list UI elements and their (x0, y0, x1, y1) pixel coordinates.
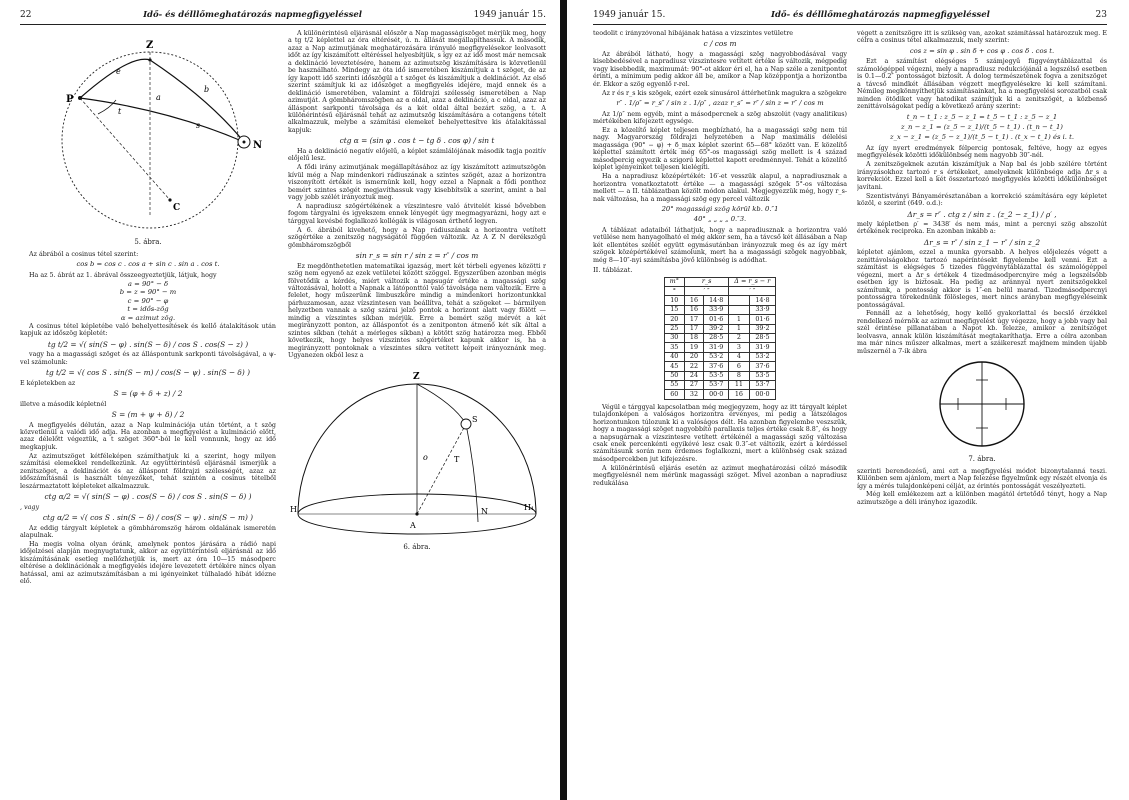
table-cell: 53·7 (749, 380, 776, 389)
equation: t = idős-zög (127, 305, 169, 314)
table-row (664, 380, 776, 389)
table-cell: 20 (684, 352, 703, 361)
table-cell: 20 (664, 315, 684, 324)
right-page (567, 0, 1129, 800)
table-label: II. táblázat. (593, 266, 633, 275)
equation: 20° magassági szög körül kb. 0.″1 (661, 205, 779, 214)
table-cell: 39·2 (749, 324, 776, 333)
table-cell: 22 (684, 362, 703, 371)
table-cell: 17 (684, 324, 703, 333)
table-cell: 35 (664, 343, 684, 352)
equation: 40° „ „ „ „ 0.″3. (693, 215, 747, 224)
label-pole: P (66, 94, 74, 105)
table-row (664, 362, 776, 371)
equation: tg t/2 = √( cos S . sin(S − m) / cos(S − ψ) . sin(S − δ) ) (46, 368, 250, 378)
sun-symbol (461, 419, 471, 429)
equation: z_x − z_1 = (z_5 − z_1)/(t_5 − t_1) . (t_x − t_1) és i. t. (889, 133, 1075, 142)
table-cell: 37·6 (704, 362, 729, 371)
paragraph: Ez a közelítő képlet teljesen megbízható, ha a magassági szög nem túl nagy. Magyarország földrajzi helyzetében a Nap maximális délelési magassága (90° − φ) + δ_max képlet szerint 65—68° között van. E közelítő képlettel számított érték még 65°-os magassági szög mellett is 4 század másodpercig egyezik a szigorú képlettel kapott eredménnyel. Tehát a közelítő képlet igényeinket teljesen kielégíti. (593, 126, 847, 172)
table-cell: 15 (664, 305, 684, 314)
arc-c (80, 59, 150, 98)
figure-6-diagram (288, 364, 546, 542)
table-body (664, 296, 776, 399)
paragraph: Ezt a számítást elégséges 5 számjegyű függvénytáblázattal és számológéppel végezni, mely a napradiusz redukciójánál a legszélső esetben is 0.1—0.2″ pontosságot biztosít. A dolog természetének fogva a zenitszöget a távcső mindkét állásában végzett megfigyelésekre ki kell számítani. Némileg megkönnyíthetjük számításainkat, ha a megfigyelési sorozatból csak minden ötödiket vagy hatodikat számítjuk ki a zenitszögét, a közbenső zenittávolságokat pedig a következő arány szerint: (857, 58, 1107, 111)
table-cell: 40 (664, 352, 684, 361)
paragraph: teodolit c irányzóvonal hibájának hatása a vízszintes vetületre (593, 30, 794, 37)
table-cell: 28·5 (749, 333, 776, 342)
equation: ctg α = (sin φ . cos t − tg δ . cos φ) / sin t (339, 136, 495, 146)
label-s: S (472, 414, 478, 424)
equation: a = 90° − δ (127, 279, 169, 288)
equation: ctg α/2 = √( sin(S − φ) . cos(S − δ) / cos S . sin(S − δ) ) (44, 492, 252, 502)
table-cell: 3 (729, 343, 749, 352)
table-cell: 32 (684, 390, 703, 399)
issue-date: 1949 január 15. (473, 10, 546, 20)
left-page-column-2 (288, 30, 546, 795)
table-cell: 1 (729, 315, 749, 324)
pole-point (78, 96, 82, 100)
table-cell: 14·8 (749, 296, 776, 305)
table-row (664, 296, 776, 305)
paragraph: A 6. ábrából kivehető, hogy a Nap rádiuszának a horizontra vetített szögértéke a zenitszög nagyságától függően változik. Az A Z N derékszögű gömbháromszögből (288, 226, 546, 249)
table-cell: 16 (729, 390, 749, 399)
table-cell: 37·6 (749, 362, 776, 371)
paragraph: A különérintésű eljárás esetén az azimut meghatározási célzó második megfigyelésnél nem mérünk magassági szöget. Mivel azonban a napradiusz redukálása (593, 464, 847, 487)
equation: sin r_s = sin r / sin z = r″ / cos m (355, 251, 479, 261)
paragraph: Ha a deklináció negatív előjelű, a képlet számlálójának második tagja pozitív előjelű lesz. (288, 147, 546, 163)
page-number: 23 (1095, 10, 1107, 20)
radius-table (664, 277, 777, 400)
left-page-header (20, 8, 546, 22)
paragraph: Szentistványi Bányamérésztanában a korrekció számítására egy képletet közöl, e szerint (649. o.d.): (857, 192, 1107, 208)
right-page-column-1 (593, 30, 847, 795)
page-gutter (560, 0, 567, 800)
arc-a (80, 98, 244, 142)
equation: S = (m + ψ + δ) / 2 (111, 410, 185, 420)
table-header-row (664, 277, 776, 286)
equation: z_n − z_1 = (z_5 − z_1)/(t_5 − t_1) . (t_n − t_1) (901, 122, 1063, 131)
paragraph: végett a zenitszögre itt is szükség van, azokat számítással határozzuk meg. E célra a cosinus tétel alkalmazzuk, mely szerint: (857, 30, 1107, 45)
paragraph: E képletekben az (20, 379, 76, 387)
table-cell: 2 (729, 333, 749, 342)
label-t: T (454, 454, 460, 464)
table-cell: 4 (729, 352, 749, 361)
label-c: e (116, 67, 121, 76)
paragraph: Az ábrából látható, hogy a magassági szög nagyobbodásával vagy kisebbedésével a napradiusz vízszintesre vetített értéke is változik, mégpedig vagy kisebbedik, maximumát: 90°-ot akkor éri el, ha a Nap széle a zenitpontot érinti, a minimum pedig akkor áll be, amikor a Nap középpontja a horizontba ér. Ekkor a szög egyenlő r-rel. (593, 50, 847, 88)
issue-date: 1949 január 15. (593, 10, 666, 20)
table-header-cell: m° (664, 277, 684, 286)
figure-6-caption: 6. ábra. (403, 542, 431, 551)
table-cell: 6 (729, 362, 749, 371)
figure-7-caption: 7. ábra. (968, 455, 996, 464)
equation: Δr_s = r″ / sin z_1 − r″ / sin z_2 (923, 237, 1041, 247)
equation: cos z = sin φ . sin δ + cos φ . cos δ . cos t. (909, 46, 1055, 55)
table-cell: 16 (684, 305, 703, 314)
table-cell: 31·9 (704, 343, 729, 352)
table-cell: 19 (684, 343, 703, 352)
table-cell: 27 (684, 380, 703, 389)
table-cell: 28·5 (704, 333, 729, 342)
table-cell: 55 (664, 380, 684, 389)
table-cell: 53·7 (704, 380, 729, 389)
label-sun: N (253, 140, 263, 151)
table-cell: 1 (729, 324, 749, 333)
left-page-column-1 (20, 30, 276, 795)
table-header-cell: Δ = r_s − r (729, 277, 776, 286)
equation: t_n − t_1 : z_5 − z_1 = t_5 − t_1 : z_5 − z_1 (906, 112, 1058, 121)
equation: b = z = 90° − m (119, 288, 177, 297)
paragraph: Végül e tárggyal kapcsolatban még megjegyzem, hogy az itt tárgyalt képlet tulajdonképen a valóságos horizontra érvényes, mi pedig a látszólagos horizontunkon túlozunk ki a valóságos délt. Ha azonban figyelembe veszszük, hogy a magassági szöget nagyobbító parallaxis teljes értéke csak 8.8″, és hogy a napsugárnak a vízszintesre vetített értékénél a magassági szög változása csak enek percenkénti egyikévé lesz csak 0.3″-et változik, ezért a kérdéssel számításunk során nem érdemes foglalkozni, mert a különbség csak század másodpercekben jut kifejezésre. (593, 403, 847, 463)
table-cell (729, 296, 749, 305)
table-cell: 50 (664, 371, 684, 380)
label-center: C (173, 203, 181, 213)
zenith-point (148, 58, 151, 61)
equation: r″ . 1/ρ″ = r_s″ / sin z . 1/ρ″ , azaz r_s″ = r″ / sin z = r″ / cos m (616, 99, 824, 108)
table-cell: 8 (729, 371, 749, 380)
paragraph: A megfigyelés délután, azaz a Nap kulminációja után történt, a t szög közvetlenül a valódi idő adja. Ha azonban a megfigyelést a kulmináció előtt, azaz délelőtt végeztük, a t szöget 360°-ból le kell vonnunk, hogy az idő megkapjuk. (20, 421, 276, 451)
table-row (664, 352, 776, 361)
paragraph: Fennáll az a lehetőség, hogy kellő gyakorlattal és becslő érzékkel rendelkező mérnök az azimut megfigyelést úgy végezze, hogy a jobb vagy bal szél érintése pillanatában a Napot kb. felezze, amikor a zenitszöget leolvasva, annak külön kiszámítását megtakaríthatja. Erre a célra azonban ma már nincs műszer alkalmas, mert a száikereszt majdnem minden újabb műszernél a 7-ik ábra (857, 310, 1107, 355)
table-cell: 31·9 (749, 343, 776, 352)
projection-arc (466, 424, 478, 522)
table-cell: 39·2 (704, 324, 729, 333)
paragraph: szerinti berendezésű, ami ezt a megfigyelési módot bizonytalanná teszi. Különben sem ajánlom, mert a Nap felezése figyelműnk egy részét elvonja és így a mérés tulajdonképeni célját, az érintés pontosságát veszélyezteti. (857, 467, 1107, 490)
table-cell: 33·9 (704, 305, 729, 314)
diagonal-axis (80, 98, 170, 200)
paragraph: Ha a napradiusz középértékét: 16′-et vesszük alapul, a napradiusznak a horizontra vonatkoztatott értéke — a magassági szögek 5°-os változása mellett — a II. táblázatban közölt módon alakul. Megjegyezzük még, hogy r_s-nak változása, ha a magassági szög egy percel változik (593, 173, 847, 203)
table-row (664, 390, 776, 399)
equation: c = 90° − φ (127, 296, 169, 305)
paragraph: Az 1/ρ″ nem egyéb, mint a másodpercnek a szög abszolút (vagy analitikus) mértékében kifejezett egysége. (593, 110, 847, 126)
table-cell: 25 (664, 324, 684, 333)
label-n: N (481, 506, 488, 516)
paragraph: A különérintésű eljárásnál először a Nap magasságiszöget mérjük meg, hogy a tg t/2 képlettel az óra eltérését, ú. n. állását megállapíthassuk. A második, azaz a Nap azimutjának meghatározására irányuló megfigyelésekor leolvasott időt az így kiszámított eltéréssel helyesbítjük, s így ez az idő most már nemcsak a deklináció leveztetésére, hanem az azimutszög kiszámítására is közvetlenül be használható. Mindegy az óta idő ismeretében kiszámítjuk a t szöget, de az így kapott idő szerinti időszögül a t szöget és kiszámítjuk a deklinációt. Az első szerint számítjuk ki az időszöget a megfigyelés idejére, majd ennek és a deklináció ismeretében, valamint a földrajzi szélesség ismeretében a Nap azimutját. A gömbháromszögben az α oldal, azaz a deklináció, a c oldal, azaz az álláspont sarkponti távolsága és a két oldal által bezárt szög, a t. A különérintésű eljárásnál tehát az azimutszög kiszámítására a cotangens tételt alkalmazzuk, melybe a számítási elemeket behelyettesítve kis átalakítással kapjuk: (288, 30, 546, 134)
table-cell: 01·6 (749, 315, 776, 324)
figure-7-reticle (857, 358, 1107, 454)
table-cell: 45 (664, 362, 684, 371)
equation: cos b = cos c . cos a + sin c . sin a . cos t. (76, 260, 220, 269)
equation: ctg α/2 = √( cos S . sin(S − δ) / cos(S − ψ) . sin(S − m) ) (42, 513, 254, 523)
table-cell: 14·8 (704, 296, 729, 305)
paragraph: Az r és r_s kis szögek, ezért ezek sinusárol áttérhetünk magukra a szögekre (602, 89, 847, 97)
paragraph: A cosinus tétel képletébe való behelyettesítések és kellő átalakítások után kapjuk az időszög képletét: (20, 323, 276, 338)
paragraph: A napradiusz szögértékének a vízszintesre való átvitelét kissé bővebben fogom tárgyalni és igyekszem ennek lényegét úgy megmagyarázni, hogy azt e tárggyal kevésbé foglalkozó kollégák is világosan érthető legyen. (288, 202, 546, 225)
table-cell: 30 (664, 333, 684, 342)
paragraph: Az azimutszöget kétféleképen számíthatjuk ki a szerint, hogy milyen számítási elemekkel rendelkezünk. Az együttérintésű eljárásnál ismerjük a zenitszöget, a deklinációt és az álláspont földrajzi szélességét, azaz az időszámításnál is használt tényezőket, tehát szintén a cosinus tételből leszármaztatott képleteket alkalmazzuk. (20, 452, 276, 490)
label-z: Z (413, 371, 420, 382)
table-cell: 18 (684, 333, 703, 342)
header-rule (20, 24, 546, 25)
label-t: t (118, 107, 122, 116)
label-zenith: Z (146, 40, 154, 51)
label-a: a (156, 93, 161, 102)
table-cell: 53·2 (749, 352, 776, 361)
table-unit-cell: ° (664, 287, 684, 296)
table-cell: 10 (664, 296, 684, 305)
paragraph: Még kell emlékezem azt a különben magától értetődő tényt, hogy a Nap azimutszöge a déli irányhoz igazodik. (857, 491, 1107, 506)
equation: tg t/2 = √( sin(S − φ) . sin(S − δ) / cos S . cos(S − z) ) (47, 339, 249, 349)
table-row (664, 343, 776, 352)
paragraph: A táblázat adataiból láthatjuk, hogy a napradiusznak a horizontra való vetülése nem hanyagolható el még akkor sem, ha a távcső két állásában a Nap két ellentétes szélét együtt egymásutánban irányozzuk meg és az így mért szögek középértékével számolunk, mert ha a magassági szögek nagyobbak, még 8—10″-nyi számításba jövő különbség is adódhat. (593, 226, 847, 264)
observer-point (415, 512, 418, 515)
table-cell: 00·0 (704, 390, 729, 399)
table-row (664, 324, 776, 333)
table-cell: 53·5 (704, 371, 729, 380)
paragraph: illetve a második képletnél (20, 400, 107, 408)
vertical-arc (417, 384, 466, 424)
table-cell (729, 305, 749, 314)
paragraph: képletet ajánlom, ezzel a munka gyorsabb. A helyes előjelezés végett a zenittávolságokhoz tartozó napéríntésekt figyelembe kell venni. Ezt a számítást is elégséges 5 tizedes függvénytáblázattal és számológéppel végezni, mert a Δr_s értékek 4 tizedmásodpercnyire még a legszélsőbb esetben így is biztosak. Ha pedig az aránnyal nyert zenitszögekkel számítunk, a pontosság akkor is 1″-en belül marad. Tizedmásodpercnyi pontosságra törekednünk fölösleges, mert nincs arányban megfigyeléseink pontosságával. (857, 249, 1107, 309)
equation: α = azimut zög. (120, 313, 176, 322)
table-row (664, 333, 776, 342)
table-header-cell: r_s (684, 277, 728, 286)
equation: Δr_s = r″ . ctg z / sin z . (z_2 − z_1) / ρ′ , (907, 209, 1057, 219)
table-cell: 17 (684, 315, 703, 324)
table-cell: 01·6 (704, 315, 729, 324)
label-b: b (204, 85, 210, 94)
label-h: H (290, 504, 297, 514)
table-row (664, 315, 776, 324)
equation: S = (φ + δ + z) / 2 (113, 389, 183, 399)
paragraph: A zenitszögeknek azután kiszámítjuk a Nap bal és jobb szélére történt irányzásokhoz tartozó r_s értékeket, amelyeknek különbsége adja Δr_s a korrekciót. Ezzel kell a két összetartozó megfigyelés közötti időkülönbséget javítani. (857, 161, 1107, 191)
label-o: o (423, 452, 428, 462)
left-page (0, 0, 560, 800)
running-title: Idő- és délllőmeghatározás napmegfigyeléssel (143, 10, 362, 20)
label-a: A (410, 520, 416, 530)
paragraph: Az eddig tárgyalt képletek a gömbháromszög három oldalának ismeretén alapulnak. (20, 524, 276, 539)
header-rule (593, 24, 1107, 25)
text-fragment: , vagy (20, 503, 40, 511)
paragraph: Az ábrából a cosinus tétel szerint: (29, 250, 139, 258)
figure-5-caption: 5. ábra. (134, 238, 162, 247)
table-cell: 16 (684, 296, 703, 305)
table-cell: 11 (729, 380, 749, 389)
right-page-header (593, 8, 1107, 22)
table-row (664, 305, 776, 314)
paragraph: Az így nyert eredmények félpercig pontosak, feltéve, hogy az egyes megfigyelések közötti időkülönbség nem nagyobb 30″-nél. (857, 144, 1107, 160)
paragraph: Ha megis volna olyan óránk, amelynek pontos járására a rádió napi időjelzései alapján megnyugtatunk, akkor az együttérintésű eljárásnál az idő kiszámításának esetleg mellőzhetjük is, mert az óra 10—15 másodperc eltérése a deklinációnak a megfigyelés idejére levezetett értékére nincs olyan hatással, ami az azimutszámításban a mi igényeinket túlhaladó hibát idézne elő. (20, 540, 276, 586)
label-s: s (196, 121, 201, 130)
table-cell: 60 (664, 390, 684, 399)
sight-line (417, 424, 466, 514)
table-cell: 00·0 (749, 390, 776, 399)
equation: c / cos m (703, 39, 737, 49)
paragraph: A fődi irány azimutjának megállapításához az így kiszámított azimutszögön kívül még a Nap mindenkori rádiuszának a szintes szögét, azaz a horizontra viszonyított értékét is ismernünk kell, hogy ezzel a Napnak a fődi ponthoz bemért szintes szögét megjavíthassuk vagy kisebbítsük a szerint, amint a bal vagy jobb szélét irányoztuk meg. (288, 164, 546, 202)
table-unit-cell: ′ ″ (729, 287, 776, 296)
table-cell: 33·9 (749, 305, 776, 314)
table-cell: 53·5 (749, 371, 776, 380)
paragraph: Ha az 5. ábrát az 1. ábrával összeegyeztetjük, látjuk, hogy (29, 271, 217, 279)
table-cell: 53·2 (704, 352, 729, 361)
table-unit-row (664, 287, 776, 296)
running-title: Idő- és délllőmeghatározás napmegfigyeléssel (770, 10, 990, 20)
table-unit-cell: ′ ″ (684, 287, 728, 296)
right-page-column-2 (857, 30, 1107, 795)
paragraph: vagy ha a magassági szöget és az álláspontunk sarkponti távolságával, a ψ-vel számolunk: (20, 351, 276, 366)
table-row (664, 371, 776, 380)
table-cell: 24 (684, 371, 703, 380)
page-number: 22 (20, 10, 32, 20)
label-h1: H₁ (524, 502, 535, 512)
figure-5-diagram (20, 30, 276, 235)
paragraph: Ez megdönthetetlen matematikai igazság, mert két térbeli egyenes közötti r szög nem egyenő az ezek vetületei között szöggel. Egyszerűben azonban mégis fölvetődik a kérdés, miért változik a napsugár értéke a magassági szög változásával, holott a Napnak a látóponttól való távolsága nem változik. Erre a felelet, hogy műszerünk limbuszköre mindig a mindenkori horizontunkkal párhuzamosan, azaz vízszintesen van beállítva, tehát a szögeket — bármilyen helyzetben vannak a szög szárai jelző pontok a horizont alatt vagy fölött — mindig a vízszintes síkban mérjük. Erre a bemért szög mérvét a két megirányzott ponton, az álláspontot és a zenitponton átmenő két sík által a szintes síkban (tehát a mérleges síkban) a kötött szög határozza meg. Ebből következik, hogy helyes vízszintes szögértéket kapunk akkor is, ha a megirányzott pontoknak a vízszintes síkra vetített képeit irányoznánk meg. Ugyanezen okból lesz a (288, 262, 546, 360)
paragraph: mely képletben ρ′ = 3438′ és nem más, mint a percnyi szög abszolút értékének reciproka. En azonban inkább a: (857, 220, 1107, 236)
center-point (168, 198, 171, 201)
